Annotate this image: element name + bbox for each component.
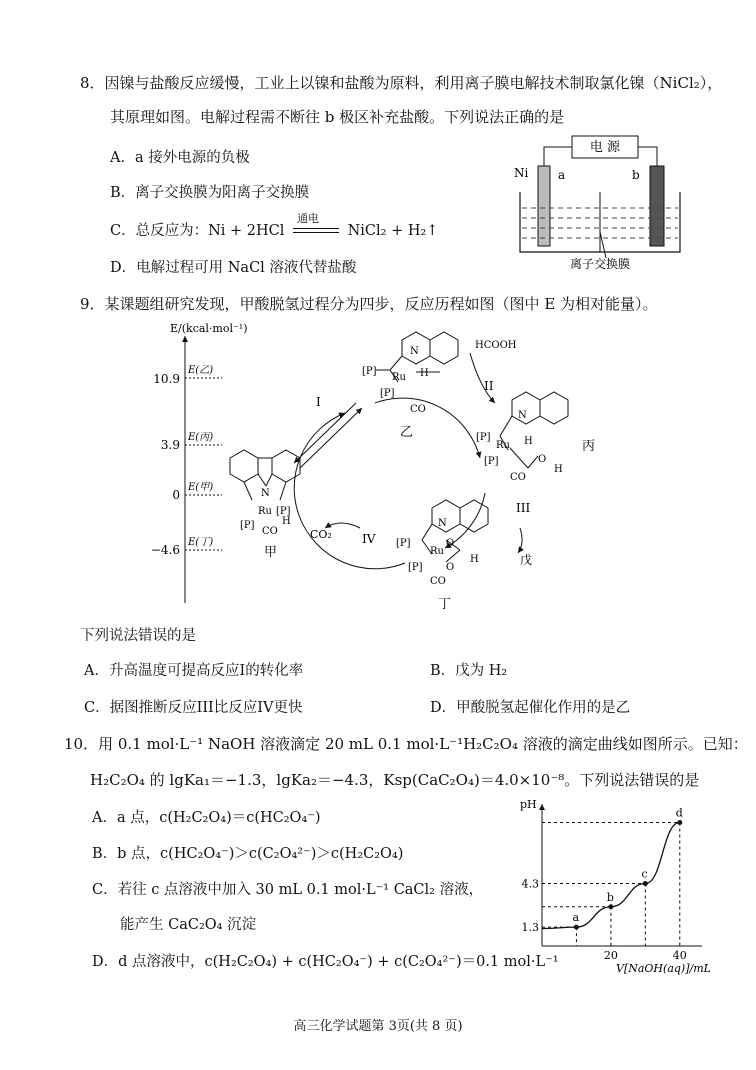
electrode-a-label: a xyxy=(558,168,566,182)
species-yi-p2: [P] xyxy=(380,388,395,399)
q9-option-c: C．据图推断反应III比反应IV更快 xyxy=(84,700,303,716)
species-jia-p1: [P] xyxy=(276,506,291,517)
q8-option-b: B．离子交换膜为阳离子交换膜 xyxy=(110,185,310,201)
equilibrium-arrow-back xyxy=(294,403,356,463)
chart-x-label: V[NaOH(aq)]/mL xyxy=(616,962,711,975)
energy-axis-label: E/(kcal·mol⁻¹) xyxy=(170,322,248,335)
wu-out-arrow xyxy=(518,528,522,553)
ni-label: Ni xyxy=(514,166,529,180)
species-bing-o: O xyxy=(538,454,547,465)
point-label-a: a xyxy=(572,911,580,925)
q10-stem-line1: 10．用 0.1 mol·L⁻¹ NaOH 溶液滴定 20 mL 0.1 mol·L⁻¹H₂C₂O₄ 溶液的滴定曲线如图所示。已知： xyxy=(64,735,748,753)
cycle-arc-ii xyxy=(375,398,480,458)
q10-option-c-line1: C．若往 c 点溶液中加入 30 mL 0.1 mol·L⁻¹ CaCl₂ 溶液， xyxy=(92,882,484,898)
species-ding-label: 丁 xyxy=(438,597,452,612)
q9-option-b: B．戊为 H₂ xyxy=(430,663,508,679)
species-ding-p1: [P] xyxy=(396,538,411,549)
species-yi-label: 乙 xyxy=(400,425,414,440)
power-supply-label: 电 源 xyxy=(589,140,621,155)
step-iv-label: IV xyxy=(362,532,376,546)
step-ii-label: II xyxy=(484,379,494,393)
membrane-label: 离子交换膜 xyxy=(570,257,631,271)
q8-option-c-rhs: NiCl₂ + H₂↑ xyxy=(347,223,439,239)
point-a xyxy=(574,925,579,930)
q10-option-b: B．b 点，c(HC₂O₄⁻)＞c(C₂O₄²⁻)＞c(H₂C₂O₄) xyxy=(92,846,404,862)
q8-option-c-lhs: C．总反应为：Ni + 2HCl xyxy=(110,223,285,239)
q9-stem: 9．某课题组研究发现，甲酸脱氢过程分为四步，反应历程如图（图中 E 为相对能量）。 xyxy=(80,295,658,313)
species-bing-co: CO xyxy=(510,472,526,483)
species-bing-n: N xyxy=(518,410,527,421)
species-jia-n: N xyxy=(261,488,270,499)
electrolysis-arrow xyxy=(293,212,339,240)
species-ding-n: N xyxy=(438,518,447,529)
species-yi-p1: [P] xyxy=(362,366,377,377)
species-jia-co: CO xyxy=(262,526,278,537)
point-label-c: c xyxy=(641,867,648,881)
q8-option-d: D．电解过程可用 NaCl 溶液代替盐酸 xyxy=(110,260,357,276)
q9-option-d: D．甲酸脱氢起催化作用的是乙 xyxy=(430,700,631,716)
species-yi-co: CO xyxy=(410,404,426,415)
q10-option-d: D．d 点溶液中，c(H₂C₂O₄) + c(HC₂O₄⁻) + c(C₂O₄²⁻)＝0.1 mol·L⁻¹ xyxy=(92,954,559,970)
q8-stem-line1: 8．因镍与盐酸反应缓慢，工业上以镍和盐酸为原料，利用离子膜电解技术制取氯化镍（NiCl₂）， xyxy=(80,74,723,92)
species-wu-label: 戊 xyxy=(520,553,533,567)
level-value-yi: 10.9 xyxy=(153,372,180,386)
level-label-yi: E(乙) xyxy=(188,365,214,376)
species-bing-h2: H xyxy=(554,464,563,475)
electrolysis-condition: 通电 xyxy=(297,212,319,225)
x-tick-40: 40 xyxy=(672,949,687,962)
y-tick-1.3: 1.3 xyxy=(521,921,539,935)
species-jia-label: 甲 xyxy=(264,545,278,560)
q8-option-c xyxy=(110,212,439,240)
point-label-b: b xyxy=(606,890,614,904)
q10-option-a: A．a 点，c(H₂C₂O₄)＝c(HC₂O₄⁻) xyxy=(92,810,321,826)
electrode-a xyxy=(538,166,550,246)
electrolysis-figure xyxy=(500,132,700,272)
species-bing-p2: [P] xyxy=(484,456,499,467)
membrane-pointer xyxy=(600,232,606,258)
species-ding-h: H xyxy=(470,554,479,565)
page-footer: 高三化学试题第 3页(共 8 页) xyxy=(293,1019,463,1034)
species-bing-h: H xyxy=(524,436,533,447)
species-jia-p2: [P] xyxy=(240,520,255,531)
species-bing-label: 丙 xyxy=(582,439,596,454)
cycle-arc-iv xyxy=(294,413,405,569)
species-yi-ru: Ru xyxy=(392,372,406,383)
point-d xyxy=(677,820,682,825)
q8-stem-line2: 其原理如图。电解过程需不断往 b 极区补充盐酸。下列说法正确的是 xyxy=(110,108,565,126)
species-bing-ru: Ru xyxy=(496,440,510,451)
hcooh-in-arrow xyxy=(470,353,495,403)
y-tick-4.3: 4.3 xyxy=(521,877,539,891)
level-label-jia: E(甲) xyxy=(188,482,214,493)
q10-stem-line2: H₂C₂O₄ 的 lgKa₁＝−1.3，lgKa₂＝−4.3，Ksp(CaC₂O₄)＝4.0×10⁻⁸。下列说法错误的是 xyxy=(90,771,700,789)
point-b xyxy=(608,904,613,909)
step-i-label: I xyxy=(316,395,321,409)
x-tick-20: 20 xyxy=(603,949,618,962)
species-bing-structure xyxy=(500,392,568,468)
q9-option-a: A．升高温度可提高反应I的转化率 xyxy=(84,663,304,679)
level-value-jia: 0 xyxy=(172,488,180,502)
level-label-bing: E(丙) xyxy=(188,432,214,443)
co2-label: CO₂ xyxy=(310,528,332,541)
level-value-ding: −4.6 xyxy=(150,543,180,557)
electrode-b-label: b xyxy=(632,168,640,182)
species-jia-ru: Ru xyxy=(258,506,272,517)
species-jia-h: H xyxy=(282,516,291,527)
titration-curve xyxy=(542,823,680,929)
species-yi-h: H xyxy=(420,368,429,379)
electrode-b xyxy=(650,166,664,246)
point-label-d: d xyxy=(675,806,683,820)
species-ding-ru: Ru xyxy=(430,546,444,557)
step-iii-label: III xyxy=(516,501,531,515)
level-value-bing: 3.9 xyxy=(160,438,180,452)
level-label-ding: E(丁) xyxy=(188,537,214,548)
q8-option-a: A．a 接外电源的负极 xyxy=(110,150,250,166)
chart-y-label: pH xyxy=(520,798,537,811)
q10-option-c-line2: 能产生 CaC₂O₄ 沉淀 xyxy=(120,917,257,933)
species-ding-o2: O xyxy=(446,562,455,573)
species-ding-co: CO xyxy=(430,576,446,587)
q9-prompt: 下列说法错误的是 xyxy=(80,628,196,644)
equilibrium-arrow-forward xyxy=(300,408,362,468)
species-yi-structure xyxy=(376,332,458,382)
species-bing-p1: [P] xyxy=(476,432,491,443)
titration-chart xyxy=(512,796,712,980)
species-ding-o1: O xyxy=(446,538,455,549)
reaction-mechanism-figure xyxy=(140,318,620,618)
species-ding-p2: [P] xyxy=(408,562,423,573)
hcooh-label: HCOOH xyxy=(475,340,517,351)
point-c xyxy=(643,881,648,886)
species-yi-n: N xyxy=(410,346,419,357)
